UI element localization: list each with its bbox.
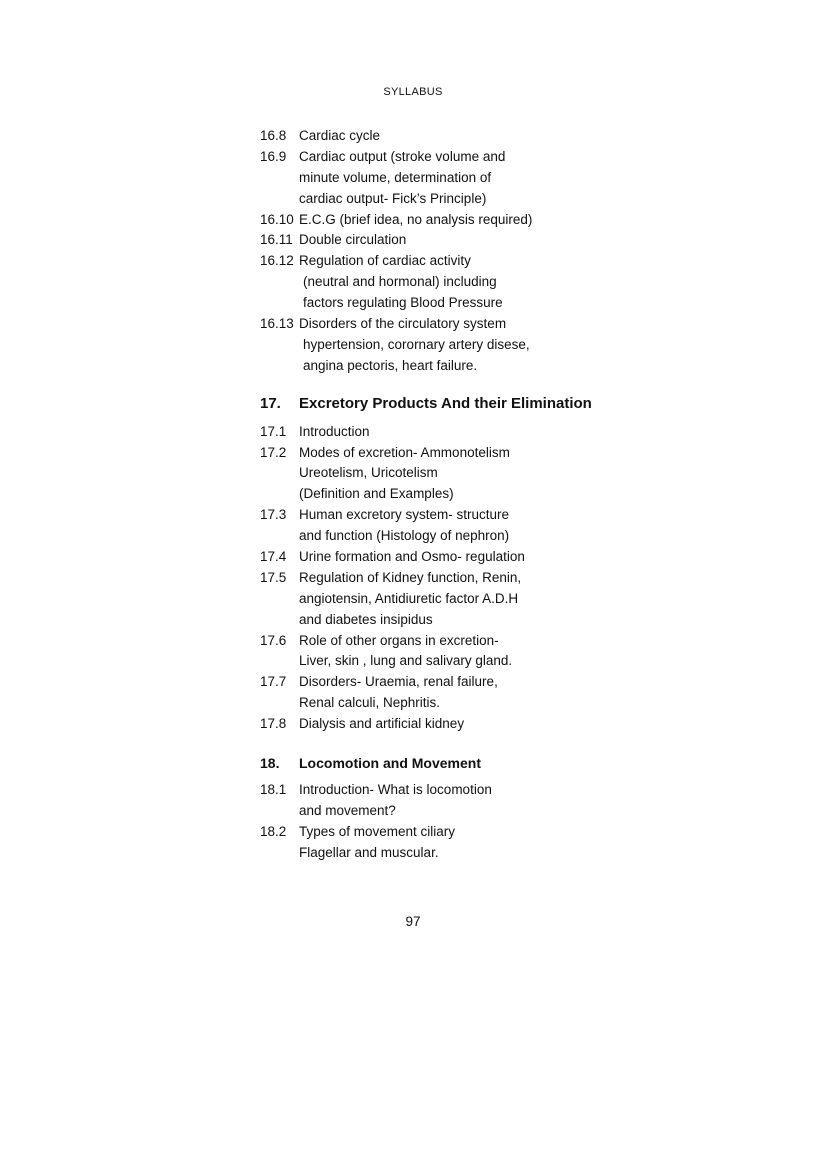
item-number: 16.8 — [260, 128, 287, 143]
syllabus-item — [260, 568, 680, 589]
section-number: 17. — [260, 394, 281, 412]
item-text: Liver, skin , lung and salivary gland. — [299, 653, 513, 669]
syllabus-item-continuation — [260, 335, 680, 356]
item-text: Double circulation — [299, 232, 407, 248]
item-text: cardiac output- Fick’s Principle) — [299, 190, 487, 206]
syllabus-item — [260, 314, 680, 335]
item-number: 17.2 — [260, 444, 287, 460]
item-text: hypertension, corornary artery disese, — [303, 336, 530, 352]
syllabus-item-continuation — [260, 463, 680, 484]
syllabus-item-continuation — [260, 189, 680, 210]
syllabus-item — [260, 505, 680, 526]
item-number: 17.4 — [260, 549, 287, 565]
item-number: 18.1 — [260, 782, 287, 798]
syllabus-item-continuation — [260, 484, 680, 505]
item-text: Urine formation and Osmo- regulation — [299, 549, 525, 565]
running-header: SYLLABUS — [383, 86, 443, 98]
syllabus-item — [260, 714, 680, 735]
item-text: Renal calculi, Nephritis. — [299, 695, 441, 711]
item-text: angina pectoris, heart failure. — [303, 357, 478, 373]
item-number: 16.11 — [260, 232, 293, 248]
item-text: and diabetes insipidus — [299, 611, 433, 627]
syllabus-item-continuation — [260, 526, 680, 547]
section-17-list — [260, 422, 680, 735]
section-18-list — [260, 780, 680, 864]
syllabus-item-continuation — [260, 293, 680, 314]
item-text: Modes of excretion- Ammonotelism — [299, 444, 510, 460]
item-text: Regulation of cardiac activity — [299, 253, 471, 269]
item-text: factors regulating Blood Pressure — [303, 295, 503, 311]
syllabus-item — [260, 422, 680, 443]
syllabus-item — [260, 547, 680, 568]
item-text: Introduction — [299, 423, 370, 439]
item-text: (Definition and Examples) — [299, 486, 454, 502]
syllabus-item-continuation — [260, 610, 680, 631]
item-number: 16.12 — [260, 253, 294, 269]
syllabus-item-continuation — [260, 843, 680, 864]
syllabus-content — [260, 126, 680, 864]
syllabus-item-continuation — [260, 356, 680, 377]
section-18-heading — [260, 752, 680, 774]
item-text: E.C.G (brief idea, no analysis required) — [299, 211, 533, 227]
syllabus-item — [260, 822, 680, 843]
syllabus-item-continuation — [260, 168, 680, 189]
item-text: Disorders- Uraemia, renal failure, — [299, 674, 498, 690]
syllabus-item-continuation — [260, 801, 680, 822]
section-title: Excretory Products And their Elimination — [299, 394, 592, 412]
syllabus-item — [260, 631, 680, 652]
item-text: and function (Histology of nephron) — [299, 528, 510, 544]
item-number: 17.5 — [260, 569, 287, 585]
item-number: 17.3 — [260, 507, 287, 523]
item-text: Disorders of the circulatory system — [299, 316, 507, 332]
item-text: Introduction- What is locomotion — [299, 782, 492, 798]
item-text: Types of movement ciliary — [299, 823, 456, 839]
syllabus-item — [260, 147, 680, 168]
item-number: 17.7 — [260, 674, 287, 690]
syllabus-item — [260, 126, 680, 147]
section-title: Locomotion and Movement — [299, 755, 481, 772]
syllabus-item — [260, 672, 680, 693]
item-text: Flagellar and muscular. — [299, 844, 439, 860]
item-text: Cardiac cycle — [299, 128, 381, 143]
item-text: Role of other organs in excretion- — [299, 632, 499, 648]
item-text: Ureotelism, Uricotelism — [299, 465, 438, 481]
section-17-heading — [260, 392, 680, 416]
item-text: angiotensin, Antidiuretic factor A.D.H — [299, 590, 519, 606]
syllabus-item-continuation — [260, 651, 680, 672]
item-number: 16.10 — [260, 211, 294, 227]
item-text: minute volume, determination of — [299, 169, 492, 185]
syllabus-item — [260, 210, 680, 231]
syllabus-item — [260, 780, 680, 801]
item-text: and movement? — [299, 802, 396, 818]
section-16-list — [260, 126, 680, 377]
item-number: 17.8 — [260, 716, 287, 732]
section-number: 18. — [260, 755, 280, 772]
item-number: 16.9 — [260, 148, 287, 164]
syllabus-item-continuation — [260, 589, 680, 610]
item-number: 16.13 — [260, 316, 294, 332]
item-number: 17.6 — [260, 632, 287, 648]
item-text: Regulation of Kidney function, Renin, — [299, 569, 522, 585]
item-text: Human excretory system- structure — [299, 507, 510, 523]
syllabus-item — [260, 443, 680, 464]
item-number: 17.1 — [260, 423, 287, 439]
item-text: Cardiac output (stroke volume and — [299, 148, 506, 164]
syllabus-item-continuation — [260, 272, 680, 293]
item-number: 18.2 — [260, 823, 287, 839]
page-number: 97 — [405, 914, 421, 929]
item-text: (neutral and hormonal) including — [303, 274, 497, 290]
syllabus-item — [260, 251, 680, 272]
item-text: Dialysis and artificial kidney — [299, 716, 465, 732]
syllabus-item — [260, 230, 680, 251]
syllabus-item-continuation — [260, 693, 680, 714]
